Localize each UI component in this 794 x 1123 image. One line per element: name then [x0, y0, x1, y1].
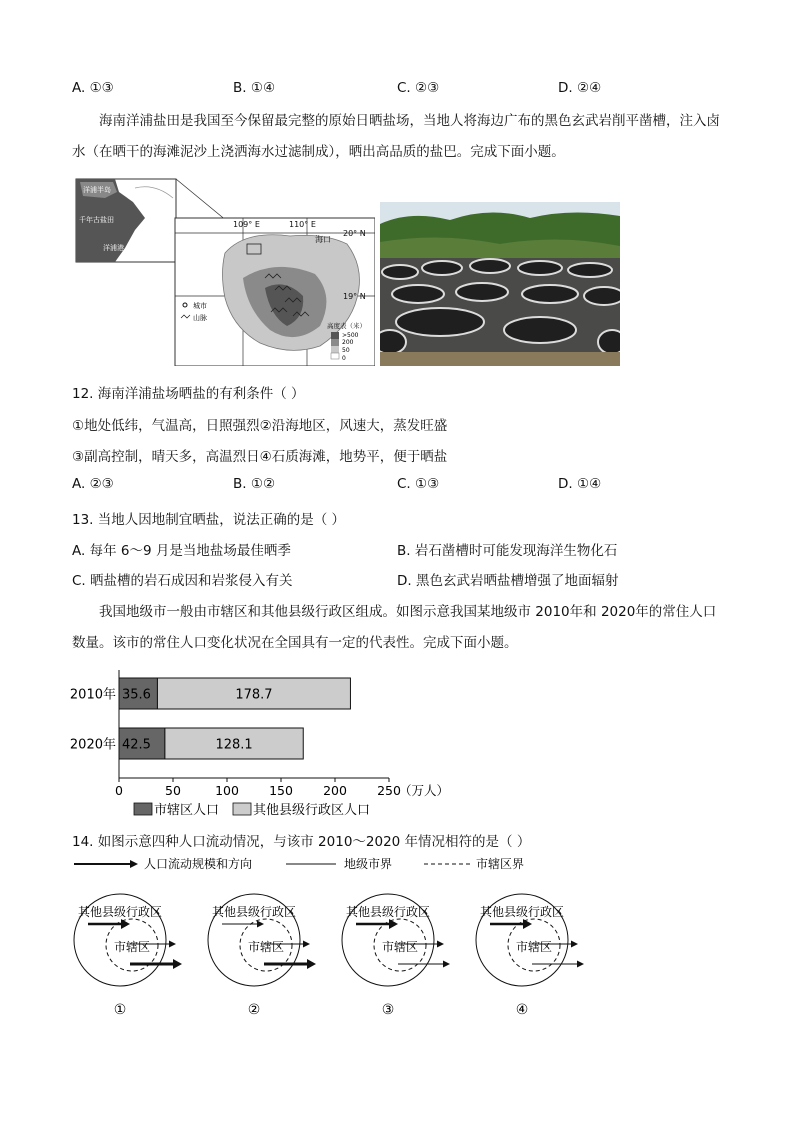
outer-region-label: 其他县级行政区	[77, 905, 163, 919]
flow-arrow-head	[389, 919, 398, 929]
legend-dashed-label: 市辖区界	[476, 857, 525, 871]
legend-arrow-label: 人口流动规模和方向	[144, 857, 253, 871]
q12-option-d: D. ①④	[558, 476, 602, 492]
inset-label-port: 洋浦港	[103, 244, 124, 252]
data-label: 35.6	[122, 687, 151, 703]
q11-option-b: B. ①④	[233, 80, 276, 96]
q14-diagrams	[66, 888, 586, 1018]
district-label: 市辖区	[247, 940, 285, 954]
q12-option-a: A. ②③	[72, 476, 114, 492]
salt-intro-paragraph: 海南洋浦盐田是我国至今保留最完整的原始日晒盐场，当地人将海边广布的黑色玄武岩削平凿槽，注入卤水（在晒干的海滩泥沙上浇洒海水过滤制成），晒出高品质的盐巴。完成下面小题。	[72, 113, 720, 160]
x-tick-label: 100	[215, 783, 239, 798]
flow-arrow-head	[307, 959, 316, 969]
district-label: 市辖区	[113, 940, 151, 954]
legend-label: 市辖区人口	[154, 803, 220, 818]
flow-arrow-head	[121, 919, 130, 929]
data-label: 178.7	[235, 687, 273, 703]
x-tick-label: 200	[323, 783, 347, 798]
lat-label-20: 20° N	[343, 229, 366, 238]
q13-option-c: C. 晒盐槽的岩石成因和岩浆侵入有关	[72, 573, 293, 589]
q13-stem: 13. 当地人因地制宜晒盐，说法正确的是（ ）	[72, 512, 346, 528]
diagram-number: ④	[515, 1002, 529, 1018]
category-label: 2010年	[69, 687, 116, 703]
q13-option-d: D. 黑色玄武岩晒盐槽增强了地面辐射	[397, 573, 619, 589]
x-tick-label: 250	[377, 783, 401, 798]
q14-stem: 14. 如图示意四种人口流动情况，与该市 2010～2020 年情况相符的是（ ）	[72, 834, 531, 850]
x-tick-label: 50	[165, 783, 181, 798]
q11-option-a: A. ①③	[72, 80, 114, 96]
legend-swatch	[134, 803, 152, 815]
hainan-map	[75, 178, 375, 366]
inset-label-peninsula: 洋浦半岛	[83, 186, 111, 194]
flow-arrow-head	[577, 961, 584, 968]
flow-arrow-head	[571, 941, 578, 948]
q12-option-c: C. ①③	[397, 476, 440, 492]
data-label: 128.1	[215, 737, 253, 753]
x-unit-label: （万人）	[399, 783, 450, 798]
outer-region-label: 其他县级行政区	[211, 905, 297, 919]
flow-arrow-head	[523, 919, 532, 929]
district-label: 市辖区	[515, 940, 553, 954]
population-bar-chart	[66, 666, 466, 822]
city-label-haikou: 海口	[315, 235, 331, 244]
legend-elevation-title: 高度表（米）	[327, 322, 366, 330]
diagram-number: ②	[247, 1002, 261, 1018]
q12-option-b: B. ①②	[233, 476, 276, 492]
q12-stem: 12. 海南洋浦盐场晒盐的有利条件（ ）	[72, 386, 305, 402]
diagram-number: ③	[381, 1002, 395, 1018]
q13-option-b: B. 岩石凿槽时可能发现海洋生物化石	[397, 543, 618, 559]
lat-label-19: 19° N	[343, 292, 366, 301]
legend-city: 城市	[193, 302, 207, 310]
data-label: 42.5	[122, 737, 151, 753]
legend-solid-label: 地级市界	[344, 857, 393, 871]
x-tick-label: 150	[269, 783, 293, 798]
flow-arrow-head	[173, 959, 182, 969]
outer-region-label: 其他县级行政区	[345, 905, 431, 919]
legend-elev-0: 0	[342, 355, 346, 362]
q12-statement-line2: ③副高控制，晴天多，高温烈日④石质海滩，地势平，便于晒盐	[72, 449, 448, 465]
flow-arrow-head	[443, 961, 450, 968]
category-label: 2020年	[69, 737, 116, 753]
flow-arrow-head	[257, 921, 264, 928]
lon-label-110: 110° E	[289, 220, 316, 229]
q12-statement-line1: ①地处低纬，气温高，日照强烈②沿海地区，风速大，蒸发旺盛	[72, 418, 448, 434]
flow-arrow-head	[437, 941, 444, 948]
legend-elev-200: 200	[342, 339, 354, 346]
outer-region-label: 其他县级行政区	[479, 905, 565, 919]
flow-arrow-head	[303, 941, 310, 948]
legend-swatch	[233, 803, 251, 815]
legend-elev-50: 50	[342, 347, 350, 354]
q11-option-d: D. ②④	[558, 80, 602, 96]
q11-option-c: C. ②③	[397, 80, 440, 96]
q13-option-a: A. 每年 6～9 月是当地盐场最佳晒季	[72, 543, 291, 559]
lon-label-109: 109° E	[233, 220, 260, 229]
diagram-number: ①	[113, 1002, 127, 1018]
legend-mountain: 山脉	[193, 314, 207, 322]
q14-legend	[72, 855, 532, 873]
x-tick-label: 0	[115, 783, 123, 798]
legend-label: 其他县级行政区人口	[253, 803, 371, 818]
flow-arrow-head	[169, 941, 176, 948]
population-intro-paragraph: 我国地级市一般由市辖区和其他县级行政区组成。如图示意我国某地级市 2010年和 2020年的常住人口数量。该市的常住人口变化状况在全国具有一定的代表性。完成下面小题。	[72, 604, 717, 651]
district-label: 市辖区	[381, 940, 419, 954]
inset-label-ancient-saltfield: 千年古盐田	[79, 216, 114, 224]
salt-field-photo	[380, 202, 620, 366]
legend-elev-500: >500	[342, 332, 359, 339]
